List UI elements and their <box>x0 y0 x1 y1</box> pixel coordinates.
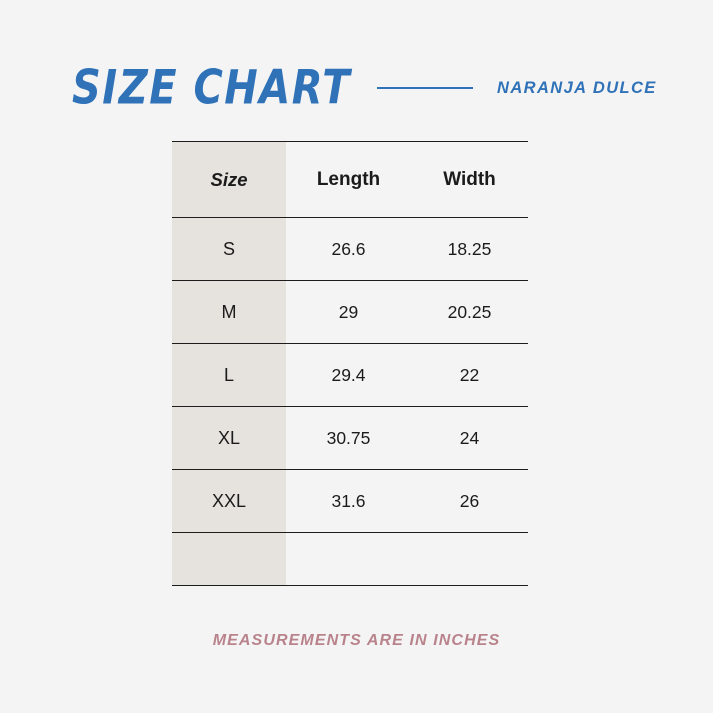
table-row <box>172 281 528 344</box>
column-header-length: Length <box>286 142 411 218</box>
cell-empty-length <box>286 533 411 586</box>
table-header <box>172 142 528 218</box>
table-row <box>172 344 528 407</box>
cell-size: XL <box>172 407 286 470</box>
cell-width: 20.25 <box>411 281 528 344</box>
cell-width: 26 <box>411 470 528 533</box>
cell-empty-size <box>172 533 286 586</box>
table-header-row <box>172 142 528 218</box>
measurement-units-note: MEASUREMENTS ARE IN INCHES <box>212 632 501 649</box>
cell-width: 22 <box>411 344 528 407</box>
table-row <box>172 407 528 470</box>
cell-size: M <box>172 281 286 344</box>
size-table-container <box>172 141 528 586</box>
product-name-label: NARANJA DULCE <box>497 78 657 97</box>
chart-header <box>72 60 657 116</box>
page-title: SIZE CHART <box>72 60 352 116</box>
size-table <box>172 141 528 586</box>
cell-empty-width <box>411 533 528 586</box>
cell-length: 31.6 <box>286 470 411 533</box>
cell-length: 29 <box>286 281 411 344</box>
table-row <box>172 218 528 281</box>
cell-width: 24 <box>411 407 528 470</box>
cell-size: S <box>172 218 286 281</box>
cell-length: 29.4 <box>286 344 411 407</box>
cell-length: 26.6 <box>286 218 411 281</box>
table-row <box>172 470 528 533</box>
header-divider-line <box>377 87 473 89</box>
cell-size: L <box>172 344 286 407</box>
column-header-width: Width <box>411 142 528 218</box>
column-header-size: Size <box>172 142 286 218</box>
cell-length: 30.75 <box>286 407 411 470</box>
table-row-empty <box>172 533 528 586</box>
cell-width: 18.25 <box>411 218 528 281</box>
table-body <box>172 218 528 586</box>
cell-size: XXL <box>172 470 286 533</box>
